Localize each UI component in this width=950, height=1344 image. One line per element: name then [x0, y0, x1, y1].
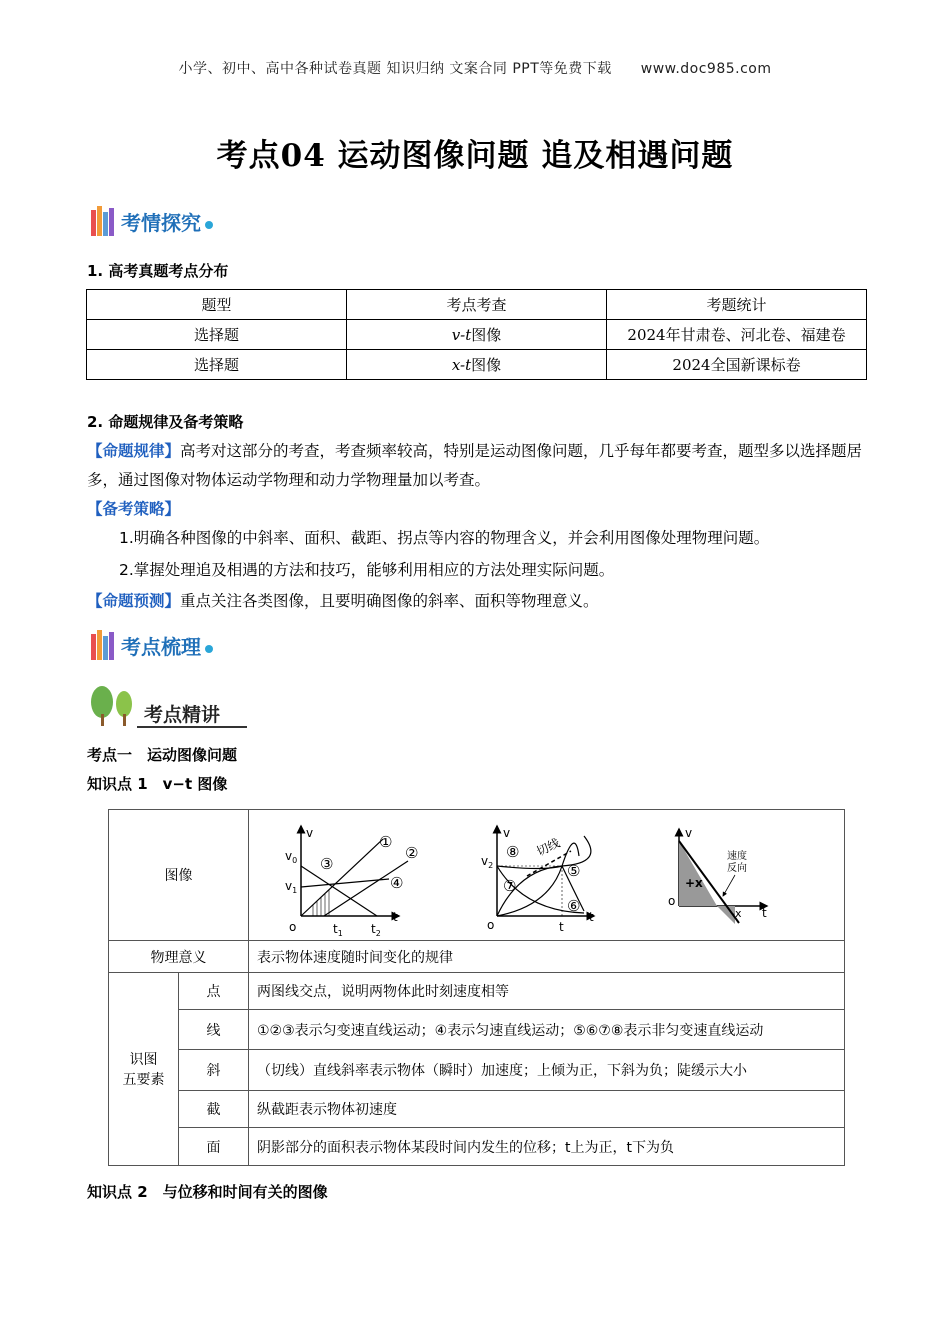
header-text: 小学、初中、高中各种试卷真题 知识归纳 文案合同 PPT等免费下载 — [178, 61, 612, 77]
tree-icon — [89, 684, 139, 728]
banner-kaoqing-text: 考情探究 — [121, 210, 201, 235]
books-icon — [91, 206, 115, 236]
minus-x-label: -x — [731, 906, 742, 920]
page-title: 考点04 运动图像问题 追及相遇问题 — [216, 138, 734, 174]
positive-area — [679, 841, 717, 906]
line-4 — [301, 879, 389, 887]
col-header-type: 题型 — [87, 290, 347, 320]
col-header-stats: 考题统计 — [607, 290, 867, 320]
dot-icon — [205, 645, 213, 653]
note-1: 速度 — [727, 850, 747, 862]
graphs-cell — [249, 810, 845, 941]
label-6: ⑥ — [567, 896, 581, 915]
zhishidian-1-heading: 知识点 1 v−t 图像 — [87, 775, 228, 793]
row-text: 纵截距表示物体初速度 — [249, 1091, 845, 1128]
prep-item-1: 1.明确各种图像的中斜率、面积、截距、拐点等内容的物理含义，并会利用图像处理物理问题。 — [119, 529, 770, 547]
site-header — [0, 58, 950, 78]
t-axis-label: t — [762, 905, 767, 920]
table-row — [109, 941, 845, 973]
zhishidian-2-heading: 知识点 2 与位移和时间有关的图像 — [87, 1183, 328, 1201]
tangent-label: 切线 — [534, 835, 563, 859]
vt-graph-1 — [285, 826, 418, 938]
origin-label: o — [289, 919, 297, 934]
row-text: 两图线交点，说明两物体此时刻速度相等 — [249, 973, 845, 1010]
row-text: （切线）直线斜率表示物体（瞬时）加速度；上倾为正，下斜为负；陡缓示大小 — [249, 1050, 845, 1091]
label-5: ⑤ — [567, 861, 581, 880]
table-row — [109, 1010, 845, 1050]
kaodian-1-heading: 考点一 运动图像问题 — [87, 746, 238, 764]
row-key: 线 — [179, 1010, 249, 1050]
distribution-heading: 1. 高考真题考点分布 — [87, 262, 229, 280]
table-row — [87, 320, 867, 350]
line-3 — [301, 866, 377, 916]
v-axis-label: v — [685, 825, 693, 840]
rule-text: 高考对这部分的考查，考查频率较高，特别是运动图像问题，几乎每年都要考查，题型多以选择题居多，通过图像对物体运动学物理和动力学物理量加以考查。 — [87, 442, 863, 489]
predict-text: 重点关注各类图像，且要明确图像的斜率、面积等物理意义。 — [180, 592, 599, 610]
strategy-heading: 2. 命题规律及备考策略 — [87, 413, 244, 431]
table-row — [109, 1091, 845, 1128]
v-axis-label: v — [503, 825, 511, 840]
five-label-line-2: 五要素 — [122, 1072, 165, 1088]
meaning-label: 物理意义 — [109, 941, 249, 973]
banner-shuli-text: 考点梳理 — [121, 634, 201, 659]
five-elements-label — [109, 973, 179, 1166]
note-2: 反向 — [727, 862, 747, 874]
cell-topic — [347, 320, 607, 350]
topic-variable: v-t — [451, 326, 472, 344]
cell-stats: 2024年甘肃卷、河北卷、福建卷 — [607, 320, 867, 350]
cell-type: 选择题 — [87, 320, 347, 350]
t2-label: $t_2$ — [371, 921, 381, 938]
rule-tag: 【命题规律】 — [87, 442, 181, 460]
prep-item-2: 2.掌握处理追及相遇的方法和技巧，能够利用相应的方法处理实际问题。 — [119, 561, 615, 579]
vt-table — [108, 809, 845, 1166]
origin-label: o — [487, 917, 495, 932]
image-label: 图像 — [109, 810, 249, 941]
row-key: 截 — [179, 1091, 249, 1128]
table-header-row — [87, 290, 867, 320]
t-axis-label: t — [589, 909, 594, 924]
topic-suffix: 图像 — [471, 356, 502, 374]
vt-graph-3 — [668, 826, 767, 924]
cell-topic — [347, 350, 607, 380]
v2-label: $v_2$ — [481, 853, 494, 870]
table-row — [87, 350, 867, 380]
label-4: ④ — [390, 873, 404, 892]
label-7: ⑦ — [503, 876, 517, 895]
table-row — [109, 973, 845, 1010]
vt-graph-2 — [481, 826, 594, 934]
topic-suffix: 图像 — [471, 326, 502, 344]
row-key: 面 — [179, 1128, 249, 1166]
cell-type: 选择题 — [87, 350, 347, 380]
dot-icon — [205, 221, 213, 229]
v0-label: $v_0$ — [285, 848, 298, 865]
banner-jingjiang — [89, 684, 249, 732]
cell-stats: 2024全国新课标卷 — [607, 350, 867, 380]
t-mark: t — [559, 919, 564, 934]
books-icon — [91, 630, 115, 660]
label-1: ① — [379, 832, 393, 851]
t1-label: $t_1$ — [333, 921, 343, 938]
rule-paragraph — [87, 437, 867, 495]
v-axis-label: v — [306, 825, 314, 840]
v1-label: $v_1$ — [285, 878, 298, 895]
meaning-text: 表示物体速度随时间变化的规律 — [249, 941, 845, 973]
distribution-table — [86, 289, 867, 380]
row-key: 斜 — [179, 1050, 249, 1091]
banner-kaoqing — [91, 204, 213, 238]
plus-x-label: +x — [685, 875, 703, 890]
label-8: ⑧ — [506, 842, 520, 861]
row-text: 阴影部分的面积表示物体某段时间内发生的位移；t上为正，t下为负 — [249, 1128, 845, 1166]
row-text: ①②③表示匀变速直线运动；④表示匀速直线运动；⑤⑥⑦⑧表示非匀变速直线运动 — [249, 1010, 845, 1050]
label-2: ② — [405, 843, 419, 862]
header-url[interactable]: www.doc985.com — [640, 61, 772, 77]
vt-graphs — [249, 811, 843, 940]
prep-tag — [87, 495, 867, 524]
prep-tag-label: 【备考策略】 — [87, 500, 181, 518]
row-key: 点 — [179, 973, 249, 1010]
origin-label: o — [668, 893, 676, 908]
label-3: ③ — [320, 854, 334, 873]
five-label-line-1: 识图 — [129, 1052, 158, 1068]
table-row — [109, 1128, 845, 1166]
banner-jingjiang-text: 考点精讲 — [144, 704, 221, 726]
table-row — [109, 1050, 845, 1091]
table-row — [109, 810, 845, 941]
topic-variable: x-t — [451, 356, 472, 374]
underline — [137, 726, 247, 728]
t-axis-label: t — [393, 909, 398, 924]
col-header-topic: 考点考查 — [347, 290, 607, 320]
predict-tag: 【命题预测】 — [87, 592, 181, 610]
banner-shuli — [91, 628, 213, 662]
predict-paragraph — [87, 587, 867, 616]
